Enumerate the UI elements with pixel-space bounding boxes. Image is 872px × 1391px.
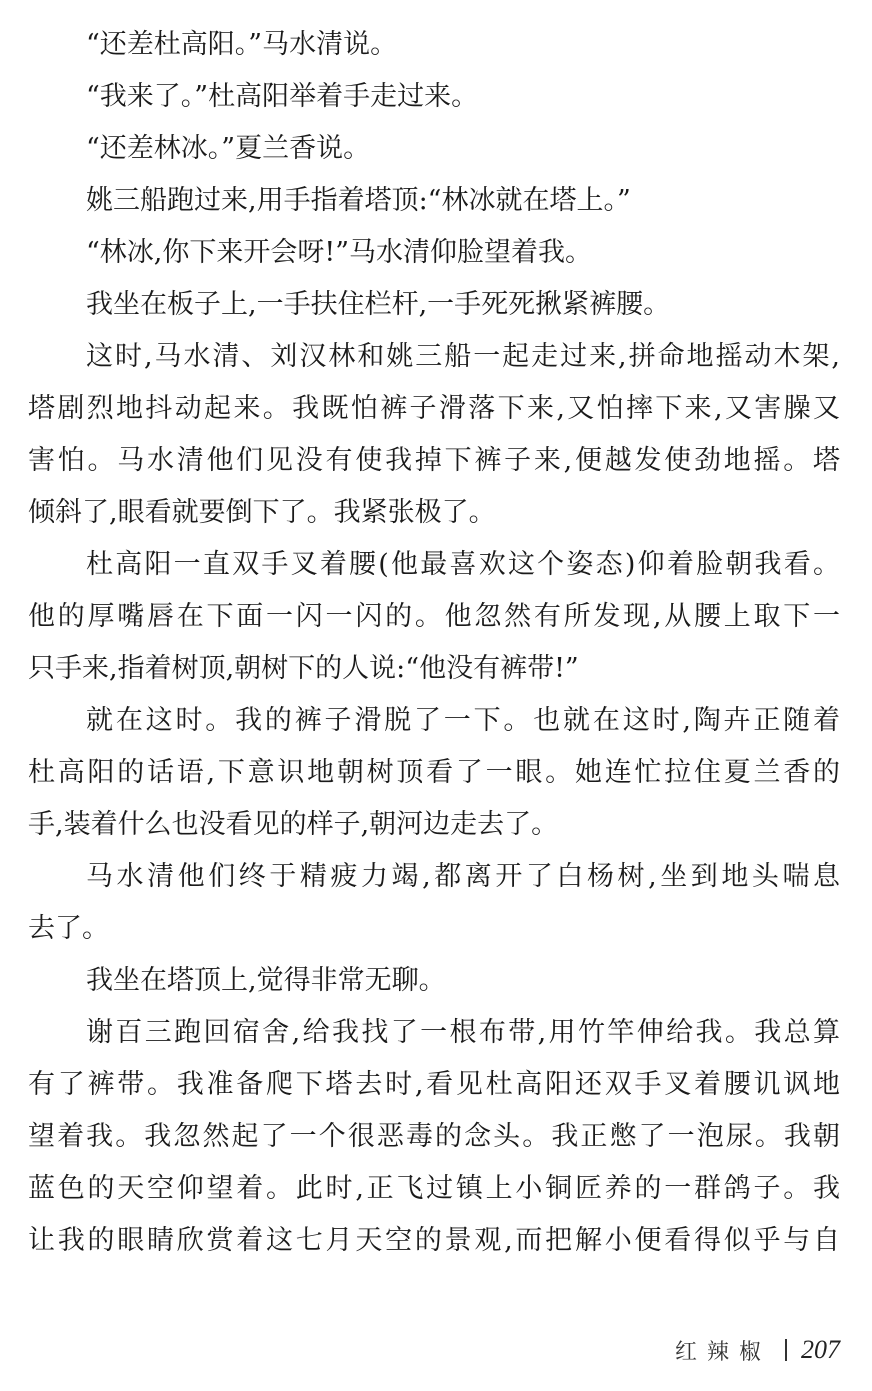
text-line: “还差林冰。”夏兰香说。 [86,133,371,164]
text-line: 蓝色的天空仰望着。此时,正飞过镇上小铜匠养的一群鸽子。我 [28,1173,840,1204]
paragraph [28,539,840,695]
paragraph [28,71,840,123]
text-line: “我来了。”杜高阳举着手走过来。 [86,81,479,112]
text-line: 去了。 [28,913,109,944]
paragraph [28,695,840,851]
text-line: 让我的眼睛欣赏着这七月天空的景观,而把解小便看得似乎与自 [28,1225,840,1256]
text-line: 害怕。马水清他们见没有使我掉下裤子来,便越发使劲地摇。塔 [28,445,840,476]
text-line: 倾斜了,眼看就要倒下了。我紧张极了。 [28,497,496,528]
text-line: 杜高阳一直双手叉着腰(他最喜欢这个姿态)仰着脸朝我看。 [86,549,840,580]
paragraph [28,1007,840,1267]
paragraph [28,123,840,175]
text-line: 我坐在塔顶上,觉得非常无聊。 [86,965,446,996]
text-line: 谢百三跑回宿舍,给我找了一根布带,用竹竿伸给我。我总算 [86,1017,840,1048]
text-line: 手,装着什么也没看见的样子,朝河边走去了。 [28,809,559,840]
text-line: 马水清他们终于精疲力竭,都离开了白杨树,坐到地头喘息 [86,861,840,892]
text-line: “还差杜高阳。”马水清说。 [86,29,398,60]
paragraph [28,227,840,279]
text-line: 他的厚嘴唇在下面一闪一闪的。他忽然有所发现,从腰上取下一 [28,601,840,632]
paragraph [28,851,840,955]
text-line: 我坐在板子上,一手扶住栏杆,一手死死揪紧裤腰。 [86,289,671,320]
text-line: 有了裤带。我准备爬下塔去时,看见杜高阳还双手叉着腰讥讽地 [28,1069,840,1100]
paragraph [28,175,840,227]
text-line: 这时,马水清、刘汉林和姚三船一起走过来,拼命地摇动木架, [86,341,840,372]
text-line: “林冰,你下来开会呀!”马水清仰脸望着我。 [86,237,593,268]
text-line: 姚三船跑过来,用手指着塔顶:“林冰就在塔上。” [86,185,631,216]
paragraph [28,19,840,71]
body-text [28,19,840,1267]
text-line: 就在这时。我的裤子滑脱了一下。也就在这时,陶卉正随着 [86,705,840,736]
paragraph [28,331,840,539]
page-number: 207 [801,1335,840,1364]
running-title: 红辣椒 [674,1339,771,1365]
text-line: 望着我。我忽然起了一个很恶毒的念头。我正憋了一泡尿。我朝 [28,1121,840,1152]
page-footer [675,1330,840,1370]
text-line: 只手来,指着树顶,朝树下的人说:“他没有裤带!” [28,653,579,684]
paragraph [28,279,840,331]
text-line: 塔剧烈地抖动起来。我既怕裤子滑落下来,又怕摔下来,又害臊又 [28,393,840,424]
text-line: 杜高阳的话语,下意识地朝树顶看了一眼。她连忙拉住夏兰香的 [28,757,840,788]
paragraph [28,955,840,1007]
footer-divider [785,1339,787,1361]
